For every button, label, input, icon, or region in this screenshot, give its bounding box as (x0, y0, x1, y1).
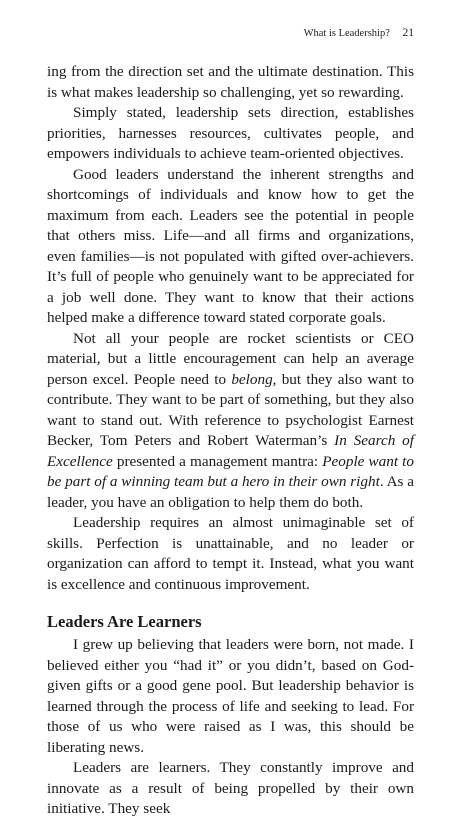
text-run: Not all your people are rocket scientists or CEO material, but a little encouragement can help an average person excel. People need to (47, 329, 414, 388)
book-title-citation: In Search of Excellence (47, 432, 414, 470)
paragraph-skills: Leadership requires an almost unimaginable set of skills. Perfection is unattainable, and no leader or organization can afford to tempt it. Instead, what you want is excellence and continuous improvement. (47, 514, 414, 593)
quoted-mantra: People want to be part of a winning team but a hero in their own right (47, 452, 414, 490)
text-run: . As a leader, you have an obligation to help them do both. (47, 473, 414, 511)
emphasis-belong: belong, (231, 370, 277, 388)
page-number: 21 (402, 27, 414, 39)
paragraph-definition: Simply stated, leadership sets direction, establishes priorities, harnesses resources, cultivates people, and empowers individuals to achieve team-oriented objectives. (47, 104, 414, 162)
paragraph-rocket-scientists (47, 329, 414, 514)
text-run: but they also want to contribute. They want to be part of something, but they also want to stand out. With reference to psychologist Earnest Becker, Tom Peters and Robert Waterman’s (47, 370, 414, 449)
paragraph-good-leaders: Good leaders understand the inherent strengths and shortcomings of individuals and know how to get the maximum from each. Leaders see the potential in people that others miss. Life—and all firms and organizations, even families—is not populated with gifted over-achievers. It’s full of people who genuinely want to be appreciated for a job well done. They want to know that their actions helped make a difference toward stated corporate goals. (47, 165, 414, 326)
text-run: presented a management mantra: (112, 452, 323, 470)
section-heading: Leaders Are Learners (47, 612, 202, 631)
paragraph-leaders-are-learners: Leaders are learners. They constantly improve and innovate as a result of being propelled by their own initiative. They seek (47, 759, 414, 817)
paragraph-continued: ing from the direction set and the ultimate destination. This is what makes leadership so challenging, yet so rewarding. (47, 63, 414, 101)
paragraph-born-not-made: I grew up believing that leaders were born, not made. I believed either you “had it” or you didn’t, based on God-given gifts or a good gene pool. But leadership behavior is learned through the process of life and seeking to lead. For those of us who were raised as I was, this should be liberating news. (47, 636, 414, 756)
body-text (47, 62, 414, 820)
running-title: What is Leadership? (303, 28, 390, 39)
running-head (304, 27, 414, 39)
